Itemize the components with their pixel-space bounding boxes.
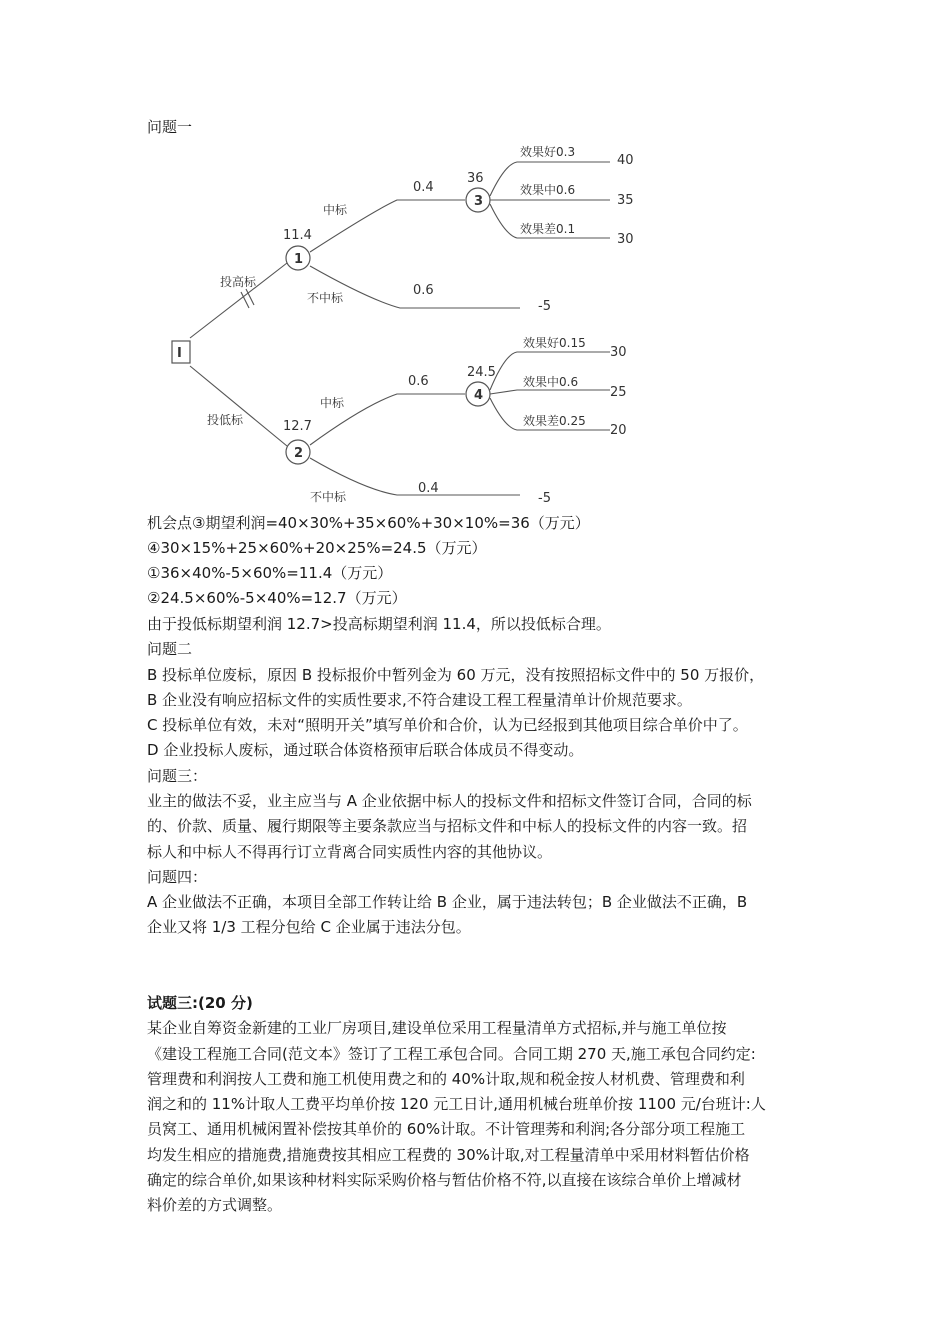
low-win-label: 中标 xyxy=(320,396,345,410)
decision-node-label: Ⅰ xyxy=(177,346,182,361)
exam-paragraph-line: 均发生相应的措施费,措施费按其相应工程费的 30%计取,对工程量清单中采用材料暂估价格 xyxy=(147,1146,750,1164)
paragraph-line: B 企业没有响应招标文件的实质性要求,不符合建设工程工程量清单计价规范要求。 xyxy=(147,691,692,709)
high-win-label: 中标 xyxy=(323,203,348,217)
paragraph-line: 企业又将 1/3 工程分包给 C 企业属于违法分包。 xyxy=(147,918,471,936)
section-heading-q4: 问题四： xyxy=(147,868,208,886)
chance-node-3-label: 3 xyxy=(474,194,484,209)
low-outcome-mid-value: 25 xyxy=(610,385,627,400)
paragraph-line: 的、价款、质量、履行期限等主要条款应当与招标文件和中标人的投标文件的内容一致。招 xyxy=(147,817,748,835)
chance-node-1-label: 1 xyxy=(294,252,304,267)
exam-paragraph-line: 料价差的方式调整。 xyxy=(147,1196,283,1214)
exam-paragraph-line: 某企业自筹资金新建的工业厂房项目,建设单位采用工程量清单方式招标,并与施工单位按 xyxy=(147,1019,727,1037)
branch-low-bid xyxy=(190,366,287,446)
exam-paragraph-line: 确定的综合单价,如果该种材料实际采购价格与暂估价格不符,以直接在该综合单价上增减材 xyxy=(147,1171,742,1189)
exam-title: 试题三:(20 分) xyxy=(147,994,253,1012)
paragraph-line: 业主的做法不妥，业主应当与 A 企业依据中标人的投标文件和招标文件签订合同，合同的标 xyxy=(147,792,752,810)
high-outcome-mid-label: 效果中0.6 xyxy=(520,183,576,197)
calc-line-4: ④30×15%+25×60%+20×25%=24.5（万元） xyxy=(147,539,487,557)
low-lose-label: 不中标 xyxy=(310,490,347,504)
low-lose-value: -5 xyxy=(538,491,551,506)
paragraph-line: A 企业做法不正确，本项目全部工作转让给 B 企业，属于违法转包；B 企业做法不正确，B xyxy=(147,893,748,911)
calc-line-3: 机会点③期望利润=40×30%+35×60%+30×10%=36（万元） xyxy=(147,514,590,532)
high-outcome-bad-value: 30 xyxy=(617,232,634,247)
high-lose-prob: 0.6 xyxy=(413,283,434,298)
prune-mark xyxy=(241,292,249,308)
low-outcome-mid-label: 效果中0.6 xyxy=(523,375,579,389)
exam-paragraph-line: 润之和的 11%计取人工费平均单价按 120 元工日计,通用机械台班单价按 1100 元/台班计:人 xyxy=(147,1095,766,1113)
high-win-prob: 0.4 xyxy=(413,180,434,195)
low-outcome-bad-label: 效果差0.25 xyxy=(523,414,586,428)
high-lose-value: -5 xyxy=(538,299,551,314)
chance-node-2-label: 2 xyxy=(294,446,304,461)
node-3-ev: 36 xyxy=(467,171,484,186)
high-lose-label: 不中标 xyxy=(307,291,344,305)
paragraph-line: B 投标单位废标，原因 B 投标报价中暂列金为 60 万元，没有按照招标文件中的 50 万报价， xyxy=(147,666,765,684)
decision-tree-diagram xyxy=(165,140,635,508)
high-bid-label: 投高标 xyxy=(220,275,257,289)
low-lose-prob: 0.4 xyxy=(418,481,439,496)
paragraph-line: 标人和中标人不得再行订立背离合同实质性内容的其他协议。 xyxy=(147,843,553,861)
high-outcome-bad-label: 效果差0.1 xyxy=(520,222,576,236)
high-outcome-mid-value: 35 xyxy=(617,193,634,208)
exam-paragraph-line: 员窝工、通用机械闲置补偿按其单价的 60%计取。不计管理莠和利润;各分部分项工程施工 xyxy=(147,1120,746,1138)
high-outcome-good-label: 效果好0.3 xyxy=(520,145,576,159)
low-bid-label: 投低标 xyxy=(207,413,244,427)
node-4-ev: 24.5 xyxy=(467,365,496,380)
exam-paragraph-line: 管理费和利润按人工费和施工机使用费之和的 40%计取,规和税金按人材机费、管理费和利 xyxy=(147,1070,745,1088)
paragraph-line: C 投标单位有效，未对“照明开关”填写单价和合价，认为已经报到其他项目综合单价中了。 xyxy=(147,716,748,734)
conclusion-q1: 由于投低标期望利润 12.7>投高标期望利润 11.4，所以投低标合理。 xyxy=(147,615,611,633)
section-heading-q3: 问题三： xyxy=(147,767,208,785)
calc-line-2: ②24.5×60%-5×40%=12.7（万元） xyxy=(147,589,407,607)
chance-node-4-label: 4 xyxy=(474,388,484,403)
node-2-ev: 12.7 xyxy=(283,419,312,434)
exam-paragraph-line: 《建设工程施工合同(范文本》签订了工程工承包合同。合同工期 270 天,施工承包合同约定: xyxy=(147,1045,756,1063)
low-outcome-good-label: 效果好0.15 xyxy=(523,336,586,350)
low-outcome-bad-value: 20 xyxy=(610,423,627,438)
low-outcome-good-value: 30 xyxy=(610,345,627,360)
calc-line-1: ①36×40%-5×60%=11.4（万元） xyxy=(147,564,393,582)
node-1-ev: 11.4 xyxy=(283,228,312,243)
low-win-prob: 0.6 xyxy=(408,374,429,389)
high-outcome-good-value: 40 xyxy=(617,153,634,168)
section-heading-q1: 问题一 xyxy=(147,118,193,136)
section-heading-q2: 问题二 xyxy=(147,640,193,658)
branch-low-mid xyxy=(490,390,610,394)
paragraph-line: D 企业投标人废标，通过联合体资格预审后联合体成员不得变动。 xyxy=(147,741,584,759)
